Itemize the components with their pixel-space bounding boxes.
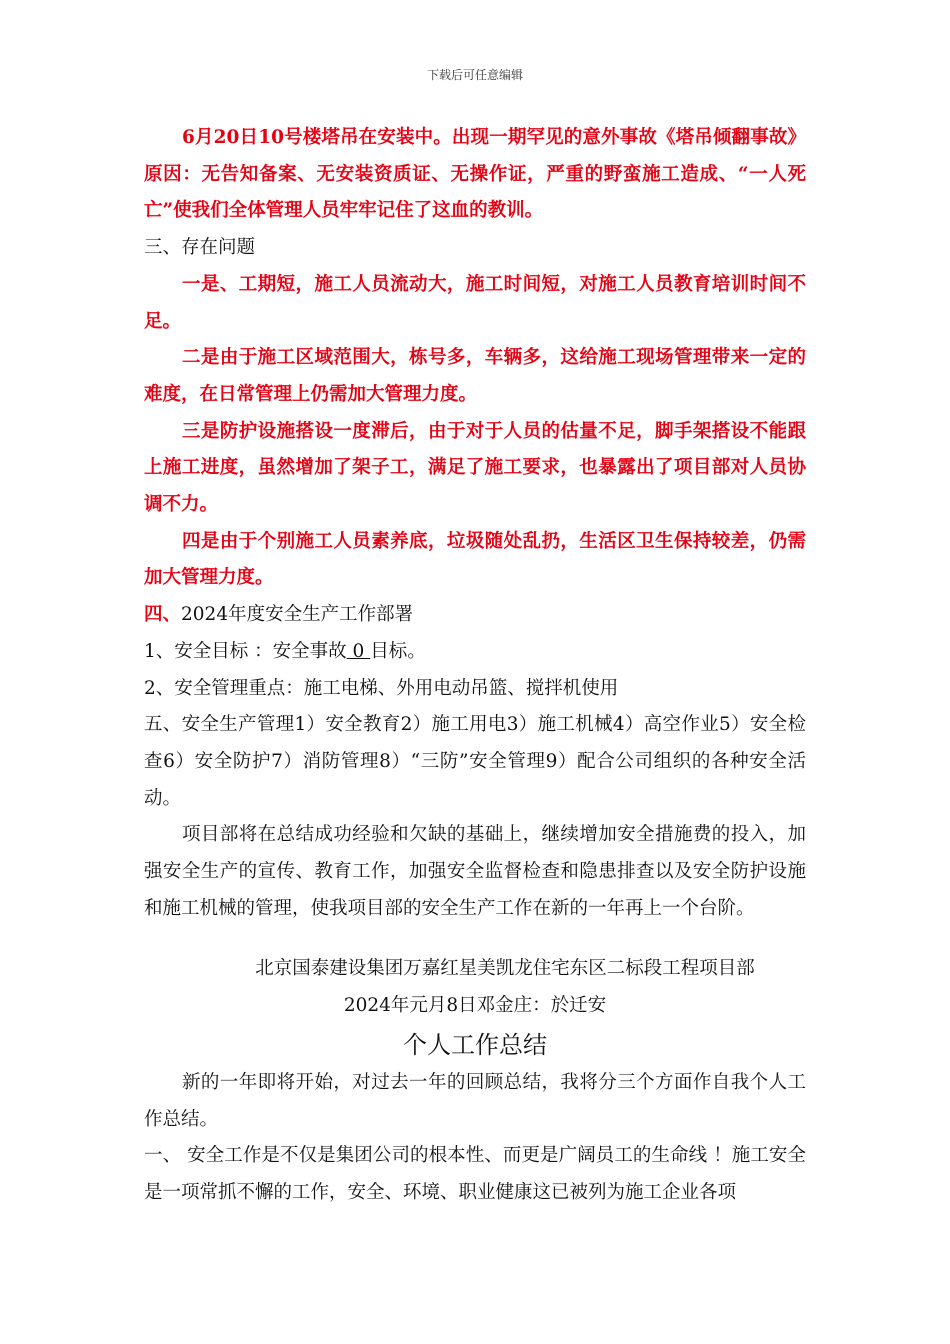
goal-suffix: 目标。 [370,640,426,662]
section-heading-4 [144,597,806,634]
issue-3: 三是防护设施搭设一度滞后，由于对于人员的估量不足，脚手架搭设不能跟上施工进度，虽然增加了架子工，满足了施工要求，也暴露出了项目部对人员协调不力。 [144,420,806,516]
page-header: 下载后可任意编辑 [426,68,523,82]
signature-date: 2024年元月8日邓金庄：於迁安 [343,995,607,1017]
issue-4: 四是由于个别施工人员素养底，垃圾随处乱扔，生活区卫生保持较差，仍需加大管理力度。 [144,530,806,589]
goal-value: 0 [346,640,371,662]
signature-organization: 北京国泰建设集团万嘉红星美凯龙住宅东区二标段工程项目部 [255,958,755,980]
issue-2: 二是由于施工区域范围大，栋号多，车辆多，这给施工现场管理带来一定的难度，在日常管理上仍需加大管理力度。 [144,347,806,405]
section-5: 五、安全生产管理1）安全教育2）施工用电3）施工机械4）高空作业5）安全检查6）安全防护7）消防管理8）“三防”安全管理9）配合公司组织的各种安全活动。 [144,714,806,809]
summary-title: 个人工作总结 [403,1030,547,1059]
heading4-text: 2024年度安全生产工作部署 [181,604,414,626]
goal-label: 1、安全目标 ：安全事故 [144,640,347,662]
summary-point-1: 一、 安全工作是不仅是集团公司的根本性、而更是广阔员工的生命线 ！施工安全是一项常抓不懈的工作，安全、环境、职业健康这已被列为施工企业各项 [144,1145,806,1203]
summary-intro: 新的一年即将开始，对过去一年的回顾总结，我将分三个方面作自我个人工作总结。 [144,1071,806,1130]
heading4-prefix: 四、 [144,604,182,626]
document-body [144,120,806,1212]
accident-paragraph: 6月20日10号楼塔吊在安装中。出现一期罕见的意外事故《塔吊倾翻事故》原因：无告知备案、无安装资质证、无操作证，严重的野蛮施工造成、“一人死亡”使我们全体管理人员牢牢记住了这血的教训。 [144,127,806,222]
conclusion-paragraph: 项目部将在总结成功经验和欠缺的基础上，继续增加安全措施费的投入，加强安全生产的宣传、教育工作，加强安全监督检查和隐患排查以及安全防护设施和施工机械的管理，使我项目部的安全生产工作在新的一年再上一个台阶。 [144,824,806,919]
management-focus: 2、安全管理重点：施工电梯、外用电动吊篮、搅拌机使用 [144,677,619,699]
safety-goal [144,634,806,671]
section-heading-3: 三、存在问题 [144,237,256,259]
issue-1: 一是、工期短，施工人员流动大，施工时间短，对施工人员教育培训时间不足。 [144,273,806,332]
